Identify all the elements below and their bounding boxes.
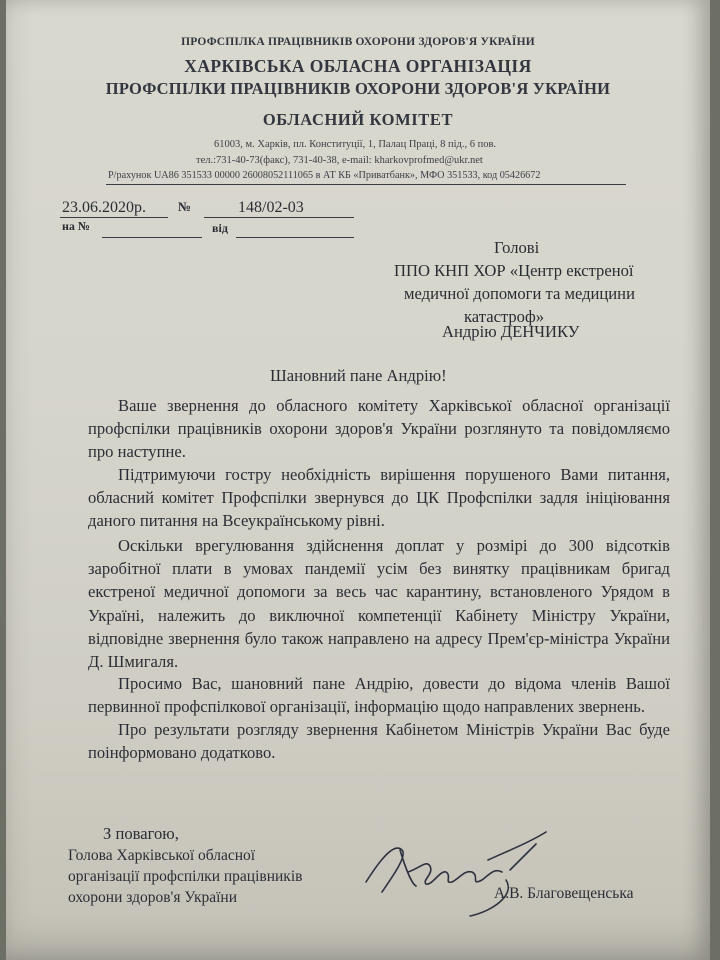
reference-from-line bbox=[236, 237, 354, 238]
reference-number-label: № bbox=[178, 199, 192, 214]
letter-sheet bbox=[6, 0, 710, 960]
salutation: Шановний пане Андрію! bbox=[270, 366, 447, 385]
closing-title-line-3: охорони здоров'я України bbox=[68, 889, 238, 906]
letterhead-address: 61003, м. Харків, пл. Конституції, 1, Палац Праці, 8 під., 6 пов. bbox=[214, 139, 497, 150]
reference-reply-label: на № bbox=[62, 219, 90, 233]
letterhead-organization-name: ХАРКІВСЬКА ОБЛАСНА ОРГАНІЗАЦІЯ bbox=[184, 56, 532, 76]
closing-title-line-2: організації профспілки працівників bbox=[68, 868, 303, 885]
paragraph-1: Ваше звернення до обласного комітету Харківської обласної організації профспілки працівників охорони здоров'я України розглянуто та повідомляємо про наступне. bbox=[88, 396, 670, 462]
reference-date-line bbox=[60, 217, 168, 218]
letterhead-divider bbox=[106, 184, 626, 185]
closing-title-line-1: Голова Харківської обласної bbox=[68, 847, 256, 864]
paragraph-4: Просимо Вас, шановний пане Андрію, довести до відома членів Вашої первинної профспілкової організації, інформацію щодо направлених звернень. bbox=[88, 674, 670, 717]
letterhead-contacts: тел.:731-40-73(факс), 731-40-38, e-mail: kharkovprofmed@ukr.net bbox=[196, 155, 483, 166]
addressee-line-5: Андрію ДЕНЧИКУ bbox=[442, 322, 580, 341]
reference-from-label: від bbox=[212, 221, 228, 235]
addressee-line-2: ППО КНП ХОР «Центр екстреної bbox=[394, 261, 634, 280]
letterhead-committee: ОБЛАСНИЙ КОМІТЕТ bbox=[262, 110, 454, 129]
paragraph-2: Підтримуючи гостру необхідність вирішення порушеного Вами питання, обласний комітет Профспілки звернувся до ЦК Профспілки задля ініціювання даного питання на Всеукраїнському рівні. bbox=[88, 465, 670, 531]
addressee-line-4: катастроф» bbox=[464, 307, 545, 326]
reference-date: 23.06.2020р. bbox=[62, 199, 146, 216]
reference-number-line bbox=[204, 217, 354, 218]
addressee-line-3: медичної допомоги та медицини bbox=[404, 284, 635, 303]
closing-regards: З повагою, bbox=[103, 824, 179, 843]
reference-number: 148/02-03 bbox=[238, 199, 304, 216]
letterhead-bank-details: Р/рахунок UA86 351533 00000 26008052111065 в АТ КБ «Приватбанк», МФО 351533, код 05426672 bbox=[108, 170, 541, 181]
reference-reply-line bbox=[102, 237, 202, 238]
addressee-line-1: Голові bbox=[494, 238, 540, 257]
letterhead-organization-union: ПРОФСПІЛКИ ПРАЦІВНИКІВ ОХОРОНИ ЗДОРОВ'Я УКРАЇНИ bbox=[105, 79, 611, 98]
paragraph-5: Про результати розгляду звернення Кабінетом Міністрів України Вас буде поінформовано додатково. bbox=[88, 720, 670, 763]
signatory-name: А.В. Благовещенська bbox=[494, 885, 634, 902]
letterhead-union-name: ПРОФСПІЛКА ПРАЦІВНИКІВ ОХОРОНИ ЗДОРОВ'Я УКРАЇНИ bbox=[181, 36, 535, 48]
paragraph-3: Оскільки врегулювання здійснення доплат у розмірі до 300 відсотків заробітної плати в умовах пандемії усім без винятку працівникам бригад екстреної медичної допомоги за весь час карантину, встановленого Урядом в Україні, належить до виключної компетенції Кабінету Міністру України, відповідне звернення було також направлено на адресу Прем'єр-міністра України Д. Шмигаля. bbox=[88, 536, 670, 672]
